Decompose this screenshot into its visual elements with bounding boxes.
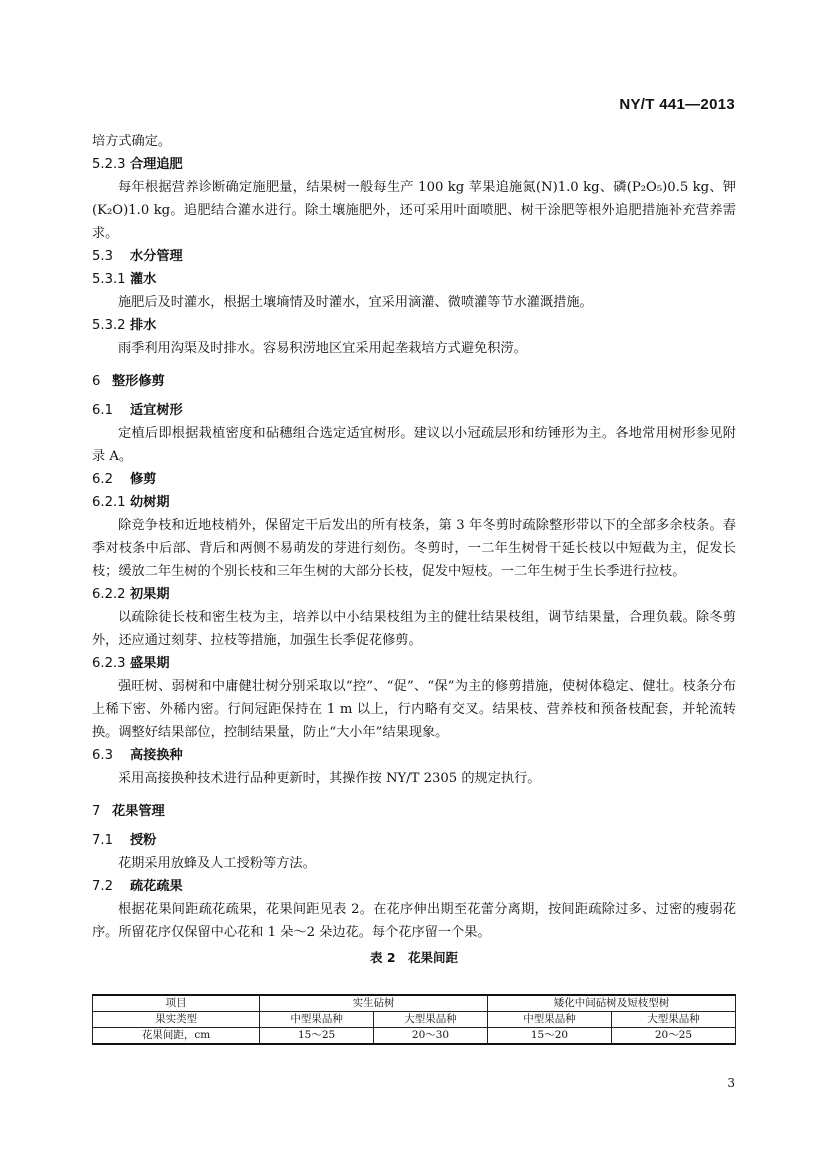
section-number: 6 [92, 374, 101, 389]
paragraph: 施肥后及时灌水，根据土壤墒情及时灌水，宜采用滴灌、微喷灌等节水灌溉措施。 [118, 295, 593, 310]
section-title: 授粉 [130, 833, 157, 848]
section-number: 6.3 [92, 748, 113, 763]
section-title: 修剪 [130, 472, 157, 487]
standard-number: NY/T 441—2013 [619, 96, 735, 113]
document-body [92, 130, 736, 969]
table-cell: 中型果品种 [487, 1012, 611, 1028]
paragraph: 雨季利用沟渠及时排水。容易积涝地区宜采用起垄栽培方式避免积涝。 [118, 341, 527, 356]
paragraph: 强旺树、弱树和中庸健壮树分别采取以“控”、“促”、“保”为主的修剪措施，使树体稳定、健壮。枝条分布上稀下密、外稀内密。行间冠距保持在 1 m 以上，行内略有交叉。结果枝、营养枝和预备枝配套，并轮流转换。调整好结果部位，控制结果量，防止“大小年”结果现象。 [92, 679, 736, 740]
paragraph: 花期采用放蜂及人工授粉等方法。 [118, 856, 316, 871]
table-cell: 15～25 [260, 1028, 374, 1045]
section-heading [92, 370, 736, 393]
section-number: 6.1 [92, 403, 113, 418]
section-title: 幼树期 [130, 495, 170, 510]
section-title: 花果管理 [112, 804, 165, 819]
section-number: 6.2.1 [92, 495, 126, 510]
paragraph: 以疏除徒长枝和密生枝为主，培养以中小结果枝组为主的健壮结果枝组，调节结果量，合理负载。除冬剪外，还应通过刻芽、拉枝等措施，加强生长季促花修剪。 [92, 610, 736, 648]
table-cell: 15～20 [487, 1028, 611, 1045]
table-cell: 20～25 [611, 1028, 735, 1045]
section-title: 整形修剪 [112, 374, 165, 389]
table-cell: 20～30 [374, 1028, 488, 1045]
section-number: 6.2.2 [92, 587, 126, 602]
table-cell: 中型果品种 [260, 1012, 374, 1028]
section-heading [92, 800, 736, 823]
section-number: 5.3.2 [92, 318, 126, 333]
section-title: 灌水 [130, 272, 157, 287]
table-caption: 表 2 花果间距 [369, 950, 459, 965]
table-cell: 花果间距，cm [93, 1028, 260, 1045]
table-row [93, 1028, 736, 1045]
table-header-cell: 矮化中间砧树及短枝型树 [487, 995, 735, 1012]
section-title: 排水 [130, 318, 157, 333]
section-number: 6.2.3 [92, 656, 126, 671]
section-heading [92, 268, 736, 291]
paragraph: 除竞争枝和近地枝梢外，保留定干后发出的所有枝条，第 3 年冬剪时疏除整形带以下的全部多余枝条。春季对枝条中后部、背后和两侧不易萌发的芽进行刻伤。冬剪时，一二年生树骨干延长枝以中短截为主，促发长枝；缓放二年生树的个别长枝和三年生树的大部分长枝，促发中短枝。一二年生树于生长季进行拉枝。 [92, 518, 736, 579]
section-heading [92, 153, 736, 176]
section-heading [92, 744, 736, 767]
page-number: 3 [727, 1076, 735, 1090]
paragraph: 每年根据营养诊断确定施肥量，结果树一般每生产 100 kg 苹果追施氮(N)1.0 kg、磷(P₂O₅)0.5 kg、钾(K₂O)1.0 kg。追肥结合灌水进行。除土壤施肥外，还可采用叶面喷肥、树干涂肥等根外追肥措施补充营养需求。 [92, 180, 736, 241]
table-row [93, 1012, 736, 1028]
section-number: 5.3 [92, 249, 113, 264]
section-heading [92, 468, 736, 491]
section-title: 高接换种 [130, 748, 183, 763]
paragraph: 定植后即根据栽植密度和砧穗组合选定适宜树形。建议以小冠疏层形和纺锤形为主。各地常用树形参见附录 A。 [92, 426, 736, 464]
paragraph: 采用高接换种技术进行品种更新时，其操作按 NY/T 2305 的规定执行。 [118, 771, 541, 786]
flower-fruit-spacing-table [92, 994, 736, 1045]
section-heading [92, 245, 736, 268]
table-header-cell: 实生砧树 [260, 995, 488, 1012]
table-cell: 大型果品种 [374, 1012, 488, 1028]
section-heading [92, 314, 736, 337]
section-title: 合理追肥 [130, 157, 183, 172]
section-heading [92, 399, 736, 422]
section-number: 7.2 [92, 879, 113, 894]
section-title: 疏花疏果 [130, 879, 183, 894]
section-title: 盛果期 [130, 656, 170, 671]
section-number: 7 [92, 804, 101, 819]
table-cell: 大型果品种 [611, 1012, 735, 1028]
section-title: 水分管理 [130, 249, 183, 264]
section-heading [92, 491, 736, 514]
section-number: 5.2.3 [92, 157, 126, 172]
section-number: 5.3.1 [92, 272, 126, 287]
table-row [93, 995, 736, 1012]
section-heading [92, 652, 736, 675]
section-number: 6.2 [92, 472, 113, 487]
section-heading [92, 875, 736, 898]
section-heading [92, 829, 736, 852]
section-title: 适宜树形 [130, 403, 183, 418]
table-header-cell: 项目 [93, 995, 260, 1012]
paragraph: 根据花果间距疏花疏果，花果间距见表 2。在花序伸出期至花蕾分离期，按间距疏除过多、过密的瘦弱花序。所留花序仅保留中心花和 1 朵～2 朵边花。每个花序留一个果。 [92, 902, 736, 940]
section-heading [92, 583, 736, 606]
paragraph: 培方式确定。 [92, 134, 172, 149]
table-cell: 果实类型 [93, 1012, 260, 1028]
section-number: 7.1 [92, 833, 113, 848]
section-title: 初果期 [130, 587, 170, 602]
